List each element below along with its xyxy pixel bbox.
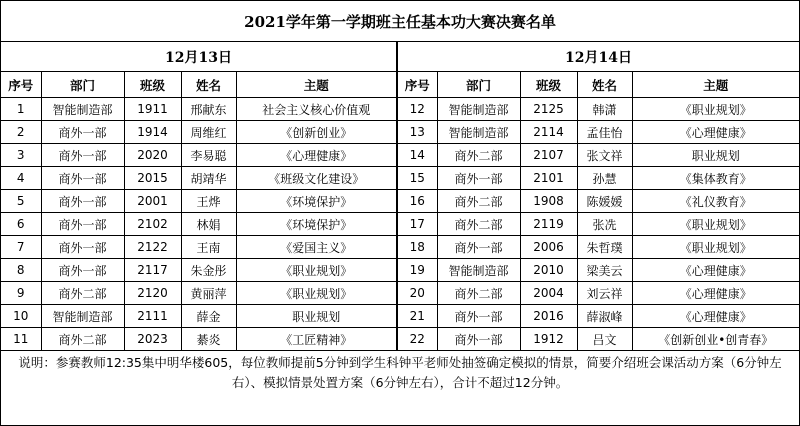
cell-department: 商外一部 <box>41 167 124 190</box>
table-row <box>1 259 799 282</box>
cell-index: 6 <box>1 213 41 236</box>
cell-class: 2101 <box>520 167 577 190</box>
cell-name: 孙慧 <box>577 167 632 190</box>
cell-department: 商外一部 <box>437 167 520 190</box>
cell-class: 1908 <box>520 190 577 213</box>
cell-class: 2020 <box>124 144 181 167</box>
table-row <box>1 305 799 328</box>
cell-name: 黄丽萍 <box>181 282 236 305</box>
header-class: 班级 <box>520 72 577 98</box>
table-row <box>1 167 799 190</box>
cell-name: 邢献东 <box>181 98 236 121</box>
table-row <box>1 121 799 144</box>
cell-name: 周维红 <box>181 121 236 144</box>
cell-index: 17 <box>397 213 437 236</box>
cell-department: 商外二部 <box>41 328 124 351</box>
cell-name: 朱金彤 <box>181 259 236 282</box>
cell-index: 22 <box>397 328 437 351</box>
cell-name: 胡靖华 <box>181 167 236 190</box>
cell-theme: 职业规划 <box>632 144 799 167</box>
header-theme: 主题 <box>236 72 397 98</box>
cell-class: 2016 <box>520 305 577 328</box>
cell-name: 梁美云 <box>577 259 632 282</box>
cell-name: 孟佳怡 <box>577 121 632 144</box>
cell-index: 18 <box>397 236 437 259</box>
cell-name: 张文祥 <box>577 144 632 167</box>
cell-department: 商外一部 <box>41 121 124 144</box>
cell-theme: 《职业规划》 <box>632 213 799 236</box>
cell-name: 薛淑峰 <box>577 305 632 328</box>
cell-name: 薛金 <box>181 305 236 328</box>
cell-index: 12 <box>397 98 437 121</box>
header-theme: 主题 <box>632 72 799 98</box>
cell-index: 8 <box>1 259 41 282</box>
cell-name: 吕文 <box>577 328 632 351</box>
cell-name: 王烨 <box>181 190 236 213</box>
cell-department: 商外一部 <box>41 190 124 213</box>
cell-index: 19 <box>397 259 437 282</box>
cell-index: 9 <box>1 282 41 305</box>
cell-theme: 《职业规划》 <box>236 259 397 282</box>
header-class: 班级 <box>124 72 181 98</box>
cell-index: 7 <box>1 236 41 259</box>
cell-department: 商外一部 <box>437 236 520 259</box>
cell-theme: 《爱国主义》 <box>236 236 397 259</box>
cell-department: 智能制造部 <box>437 259 520 282</box>
cell-name: 刘云祥 <box>577 282 632 305</box>
cell-department: 商外二部 <box>437 213 520 236</box>
cell-class: 2119 <box>520 213 577 236</box>
header-index: 序号 <box>397 72 437 98</box>
cell-name: 李易聪 <box>181 144 236 167</box>
table-row <box>1 236 799 259</box>
cell-name: 陈媛媛 <box>577 190 632 213</box>
cell-class: 2114 <box>520 121 577 144</box>
cell-index: 21 <box>397 305 437 328</box>
cell-class: 2102 <box>124 213 181 236</box>
cell-theme: 社会主义核心价值观 <box>236 98 397 121</box>
cell-theme: 《班级文化建设》 <box>236 167 397 190</box>
cell-department: 商外二部 <box>41 282 124 305</box>
contest-table <box>1 1 799 394</box>
header-name: 姓名 <box>181 72 236 98</box>
cell-class: 2023 <box>124 328 181 351</box>
cell-department: 商外二部 <box>437 190 520 213</box>
cell-department: 商外二部 <box>437 144 520 167</box>
cell-department: 商外一部 <box>437 305 520 328</box>
cell-name: 张冼 <box>577 213 632 236</box>
cell-class: 2015 <box>124 167 181 190</box>
cell-index: 2 <box>1 121 41 144</box>
cell-class: 1911 <box>124 98 181 121</box>
cell-index: 15 <box>397 167 437 190</box>
cell-theme: 职业规划 <box>236 305 397 328</box>
cell-class: 2120 <box>124 282 181 305</box>
cell-class: 1914 <box>124 121 181 144</box>
table-row <box>1 144 799 167</box>
table-row <box>1 190 799 213</box>
cell-department: 商外一部 <box>41 144 124 167</box>
date-header-right: 12月14日 <box>397 42 799 72</box>
cell-class: 2006 <box>520 236 577 259</box>
cell-department: 智能制造部 <box>437 121 520 144</box>
cell-theme: 《集体教育》 <box>632 167 799 190</box>
cell-name: 王南 <box>181 236 236 259</box>
cell-name: 朱哲璞 <box>577 236 632 259</box>
cell-class: 2010 <box>520 259 577 282</box>
cell-index: 11 <box>1 328 41 351</box>
cell-theme: 《创新创业•创青春》 <box>632 328 799 351</box>
cell-department: 商外一部 <box>41 259 124 282</box>
cell-theme: 《创新创业》 <box>236 121 397 144</box>
cell-class: 2111 <box>124 305 181 328</box>
cell-theme: 《职业规划》 <box>632 98 799 121</box>
date-header-left: 12月13日 <box>1 42 397 72</box>
cell-theme: 《礼仪教育》 <box>632 190 799 213</box>
cell-class: 2122 <box>124 236 181 259</box>
page-title: 2021学年第一学期班主任基本功大赛决赛名单 <box>1 1 799 42</box>
cell-department: 商外一部 <box>41 213 124 236</box>
cell-class: 2004 <box>520 282 577 305</box>
cell-index: 1 <box>1 98 41 121</box>
header-department: 部门 <box>41 72 124 98</box>
cell-index: 10 <box>1 305 41 328</box>
cell-theme: 《职业规划》 <box>236 282 397 305</box>
cell-theme: 《职业规划》 <box>632 236 799 259</box>
header-index: 序号 <box>1 72 41 98</box>
cell-department: 商外一部 <box>41 236 124 259</box>
cell-department: 智能制造部 <box>41 305 124 328</box>
table-row <box>1 282 799 305</box>
cell-department: 商外一部 <box>437 328 520 351</box>
header-department: 部门 <box>437 72 520 98</box>
cell-theme: 《心理健康》 <box>632 121 799 144</box>
cell-index: 20 <box>397 282 437 305</box>
table-row <box>1 98 799 121</box>
cell-class: 2107 <box>520 144 577 167</box>
cell-index: 16 <box>397 190 437 213</box>
cell-department: 商外二部 <box>437 282 520 305</box>
cell-class: 2001 <box>124 190 181 213</box>
table-row <box>1 328 799 351</box>
header-name: 姓名 <box>577 72 632 98</box>
cell-index: 5 <box>1 190 41 213</box>
cell-name: 韩潇 <box>577 98 632 121</box>
cell-index: 4 <box>1 167 41 190</box>
cell-theme: 《心理健康》 <box>632 305 799 328</box>
note-text: 说明：参赛教师12:35集中明华楼605，每位教师提前5分钟到学生科钟平老师处抽签确定模拟的情景，简要介绍班会课活动方案（6分钟左右）、模拟情景处置方案（6分钟左右），合计不超过12分钟。 <box>1 351 799 395</box>
cell-department: 智能制造部 <box>41 98 124 121</box>
cell-department: 智能制造部 <box>437 98 520 121</box>
table-row <box>1 213 799 236</box>
cell-class: 2117 <box>124 259 181 282</box>
cell-theme: 《工匠精神》 <box>236 328 397 351</box>
cell-index: 14 <box>397 144 437 167</box>
cell-theme: 《心理健康》 <box>236 144 397 167</box>
cell-class: 2125 <box>520 98 577 121</box>
cell-theme: 《心理健康》 <box>632 282 799 305</box>
cell-name: 林娟 <box>181 213 236 236</box>
cell-theme: 《环境保护》 <box>236 190 397 213</box>
cell-name: 綦炎 <box>181 328 236 351</box>
cell-theme: 《环境保护》 <box>236 213 397 236</box>
cell-class: 1912 <box>520 328 577 351</box>
cell-theme: 《心理健康》 <box>632 259 799 282</box>
cell-index: 3 <box>1 144 41 167</box>
cell-index: 13 <box>397 121 437 144</box>
